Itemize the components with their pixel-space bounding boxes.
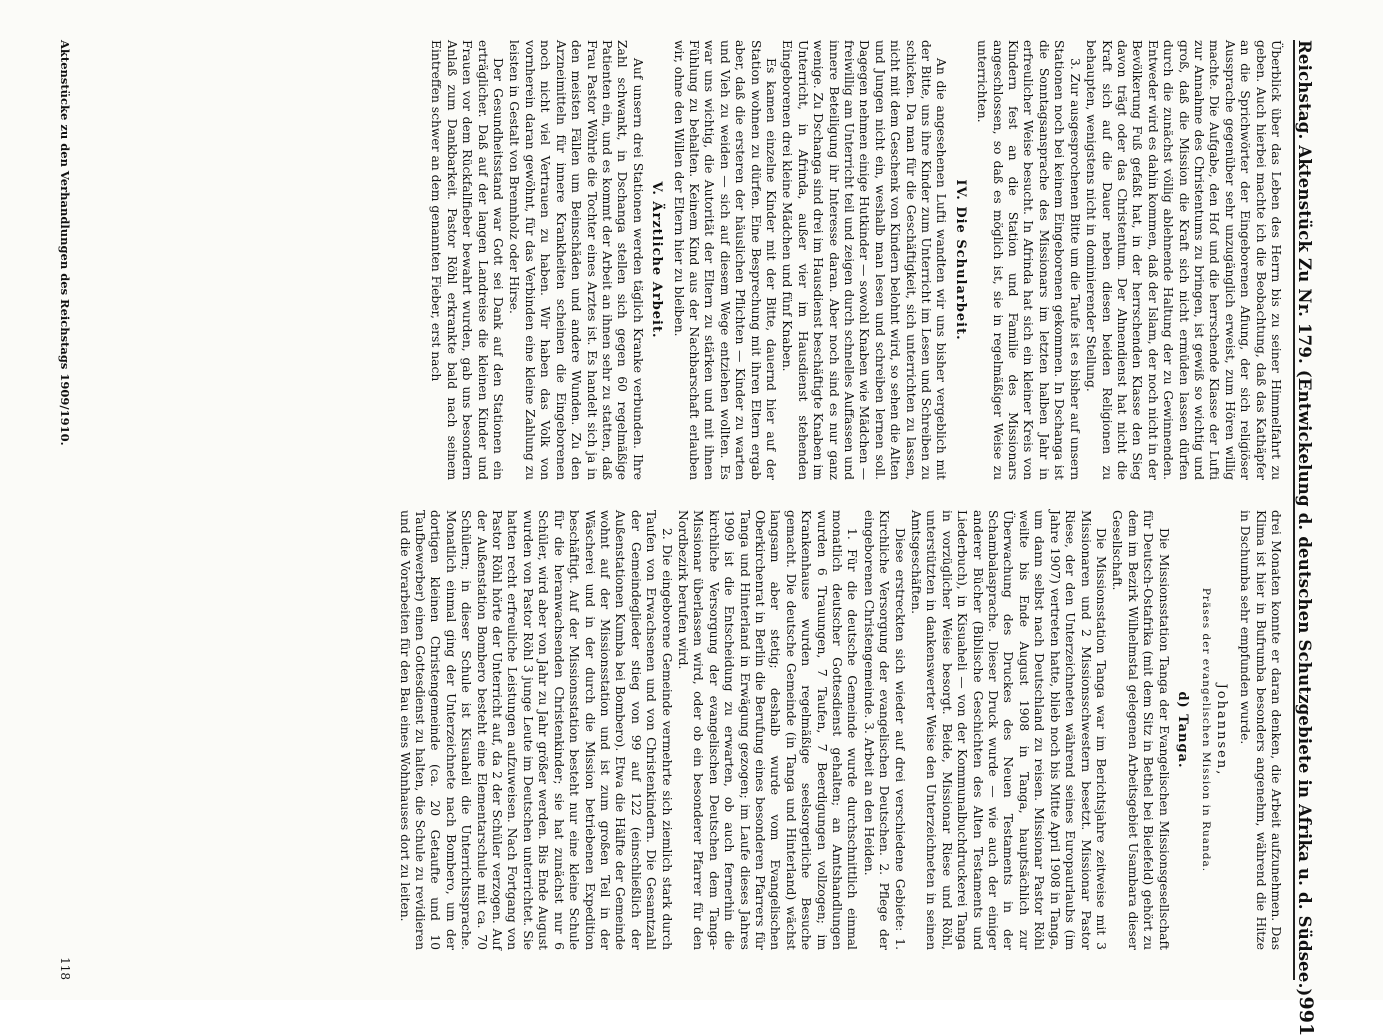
footer-number: 118 <box>58 957 72 980</box>
paragraph: Die Missionsstation Tanga war im Berichtsjahre zeitweise mit 3 Missionaren und 2 Missionsschwestern besetzt. Missionar Pastor Riese, der den Unterzeichneten während seines Europaurlaubs (im Jahre 1907) vertreten hatte, blieb noch bis Mitte April 1908 in Tanga, um dann selbst nach Deutschland zu reisen. Missionar Pastor Röhl weilte bis Ende August 1908 in Tanga, hauptsächlich zur Überwachung des Druckes des Neuen Testaments in der Schambalasprache. Dieser Druck wurde — wie auch der einiger anderer Bücher (Biblische Geschichten des Alten Testaments und Liederbuch), in Kisuaheli — von der Kommunalbuchdruckerei Tanga in vorzüglicher Weise besorgt. Beide, Missionar Riese und Röhl, unterstützten in dankenswerter Weise den Unterzeichneten in seinen Amtsgeschäften. <box>909 510 1108 950</box>
paragraph: Es kamen einzelne Kinder mit der Bitte, dauernd hier auf der Station wohnen zu dürfen. Eine Besprechung mit ihren Eltern ergab aber, daß die ersteren der häuslichen Pflichten — Kinder zu warten und Vieh zu weiden — sich auf diesem Wege entziehen wollten. Es war uns wichtig, die Autorität der Eltern zu stärken und mit ihnen Fühlung zu behalten. Keinem Kind aus der Nachbarschaft erlauben wir, ohne den Willen der Eltern hier zu bleiben. <box>671 40 778 480</box>
page-footer <box>58 40 72 980</box>
paragraph: Der Gesundheitsstand war Gott sei Dank auf den Stationen ein erträglicher. Daß auf der langen Landreise die kleinen Kinder und Frauen vor dem Rückfallfieber bewahrt wurden, gab uns besondern Anlaß zum Dankbarkeit. Pastor Röhl erkrankte bald nach seinem Eintreffen schwer an dem genannten Fieber, erst nach <box>429 40 506 480</box>
paragraph: 3. Zur ausgesprochenen Bitte um die Taufe ist es bisher auf unsern Stationen noch bei keinem Eingeborenen gekommen. In Dschanga ist die Sonntagsansprache des Missionars im letzten halben Jahr in erfreulicher Weise besucht. In Afrinda hat sich ein kleiner Kreis von Kindern fest an die Station und Familie des Missionars angeschlossen, so daß es möglich ist, sie in regelmäßiger Weise zu unterrichten. <box>975 40 1082 480</box>
signature-title: Präses der evangelischen Mission in Ruanda. <box>1200 587 1213 873</box>
section-heading-aerztliche-arbeit: V. Ärztliche Arbeit. <box>649 181 665 339</box>
paragraph: drei Monaten konnte er daran denken, die Arbeit aufzunehmen. Das Klima ist hier in Bufrumba besonders angenehm, während die Hitze in Dschumba sehr empfunden wurde. <box>1238 510 1283 950</box>
paragraph: Auf unsern drei Stationen werden täglich Kranke verbunden. Ihre Zahl schwankt, in Dschanga stellen sich gegen 60 regelmäßige Patienten ein, und es kommt der Arbeit an ihnen sehr zu statten, daß Frau Pastor Wöhrle die Tochter eines Arztes ist. Es handelt sich ja in den meisten Fällen um Beinschäden und andere Wunden. Zu den Arzneimitteln für innere Krankheiten scheinen die Eingeborenen noch nicht viel Vertrauen zu haben. Wir haben das Volk von vornherein daran gewöhnt, für das Verbinden eine kleine Zahlung zu leisten in Gestalt von Brennholz oder Hirse. <box>507 40 645 480</box>
paragraph: An die angesehenen Lufti wandten wir uns bisher vergeblich mit der Bitte, uns ihre Kinder zum Unterricht im Lesen und Schreiben zu schicken. Da man für die Geschäftigkeit, sich unterrichten zu lassen, nicht mit dem Geschenk von Kindern belohnt wird, so sehen die Alten und Jungen nicht ein, weshalb man lesen und schreiben lernen soll. Dagegen nehmen einige Hutkinder — sowohl Knaben wie Mädchen — freiwillig am Unterricht teil und zeigen durch schnelles Auffassen und innere Beteiligung ihr Interesse daran. Aber noch sind es nur ganz wenige. Zu Dschanga sind drei im Hausdienst beschäftigte Knaben im Unterricht, in Afrinda, außer vier im Hausdienst stehenden Eingeborenen drei kleine Mädchen und fünf Knaben. <box>780 40 949 480</box>
paragraph: Überblick über das Leben des Herrn bis zu seiner Himmelfahrt zu geben. Auch hierbei machte ich die Beobachtung, daß das Kathäpfer an die Sprichwörter der Eingeborenen Afiung, der sich religiöser Aussprache gegenüber sehr unzugänglich erweist, zum Hören willig machte. Die Aufgabe, den Hof und die herrschende Klasse der Lufti zur Annahme des Christentums zu bringen, ist gewiß so wichtig und groß, daß die Mission die Kraft sich nicht ermüden lassen dürfen durch die zunächst völlig ablehnende Haltung der zu Gewinnenden. Entweder wird es dahin kommen, daß der Islam, der noch nicht in der Bevölkerung Fuß gefaßt hat, in der herrschenden Klasse den Sieg davon trägt oder das Christentum. Der Ahnendienst hat nicht die Kraft sich auf die Dauer neben diesen beiden Religionen zu behaupten, wenigstens nicht in dominierender Stellung. <box>1084 40 1283 480</box>
section-heading-tanga: d) Tanga. <box>1174 691 1190 769</box>
paragraph: Diese erstreckten sich wieder auf drei verschiedene Gebiete: 1. Kirchliche Versorgung der evangelischen Deutschen. 2. Pflege der eingeborenen Christengemeinde. 3. Arbeit an den Heiden. <box>861 510 907 950</box>
footer-title: Aktenstücke zu den Verhandlungen des Reichstags 1909/1910. <box>58 40 72 446</box>
left-column <box>428 40 1283 480</box>
paragraph: 2. Die eingeborene Gemeinde vermehrte sich ziemlich stark durch Taufen von Erwachsenen und von Christenkindern. Die Gesamtzahl der Gemeindeglieder stieg von 99 auf 122 (einschließlich der Außenstationen Kumba bei Bombero). Etwa die Hälfte der Gemeinde wohnt auf der Missionsstation und ist zum großen Teil in der Wäscherei und in der durch die Mission betriebenen Expedition beschäftigt. Auf der Missionsstation besteht nur eine kleine Schule für die heranwachsenden Christenkinder; sie hat zunächst nur 6 Schüler, wird aber von Jahr zu Jahr größer werden. Bis Ende August wurden von Pastor Röhl 3 junge Leute im Deutschen unterrichtet. Sie hatten recht erfreuliche Leistungen aufzuweisen. Nach Fortgang von Pastor Röhl hörte der Unterricht auf, da 2 der Schüler verzogen. Auf der Außenstation Bombero besteht eine Elementarschule mit ca. 70 Schülern; in dieser Schule ist Kisuaheli die Unterrichtssprache. Monatlich einmal ging der Unterzeichnete nach Bombero, um der dortigen kleinen Christengemeinde (ca. 20 Getaufte und 10 Taufbewerber) einen Gottesdienst zu halten, die Schule zu revidieren und die Vorarbeiten für den Bau eines Wohnhauses dort zu leiten. <box>397 510 674 950</box>
page-header <box>1293 40 1325 1036</box>
running-head: Reichstag. Aktenstück Zu Nr. 179. (Entwickelung d. deutschen Schutzgebiete in Afrika u. d. Südsee.) <box>1295 40 1314 997</box>
right-column <box>396 510 1283 950</box>
page-number: 991 <box>1295 996 1317 1036</box>
section-heading-schularbeit: IV. Die Schularbeit. <box>952 179 968 341</box>
signature-name: Johannsen, <box>1213 683 1229 777</box>
paragraph: 1. Für die deutsche Gemeinde wurde durchschnittlich einmal monatlich deutscher Gottesdienst gehalten; an Amtshandlungen wurden 6 Trauungen, 7 Taufen, 7 Beerdigungen vollzogen; im Krankenhause wurden regelmäßige seelsorgerliche Besuche gemacht. Die deutsche Gemeinde (in Tanga und Hinterland) wächst langsam aber stetig; deshalb wurde vom Evangelischen Oberkirchenrat in Berlin die Berufung eines besonderen Pfarrers für Tanga und Hinterland in Erwägung gezogen; im Laufe dieses Jahres 1909 ist die Entscheidung zu erwarten, ob auch fernerhin die kirchliche Versorgung der evangelischen Deutschen dem Tanga-Missionar überlassen wird, oder ob ein besonderer Pfarrer für den Nordbezirk berufen wird. <box>675 510 860 950</box>
paragraph: Die Missionsstation Tanga der Evangelischen Missionsgesellschaft für Deutsch-Ostafrika (mit dem Sitz in Bethel bei Bielefeld) gehört zu dem im Bezirk Wilhelmstal gelegenen Arbeitsgebiet Usambara dieser Gesellschaft. <box>1110 510 1171 950</box>
